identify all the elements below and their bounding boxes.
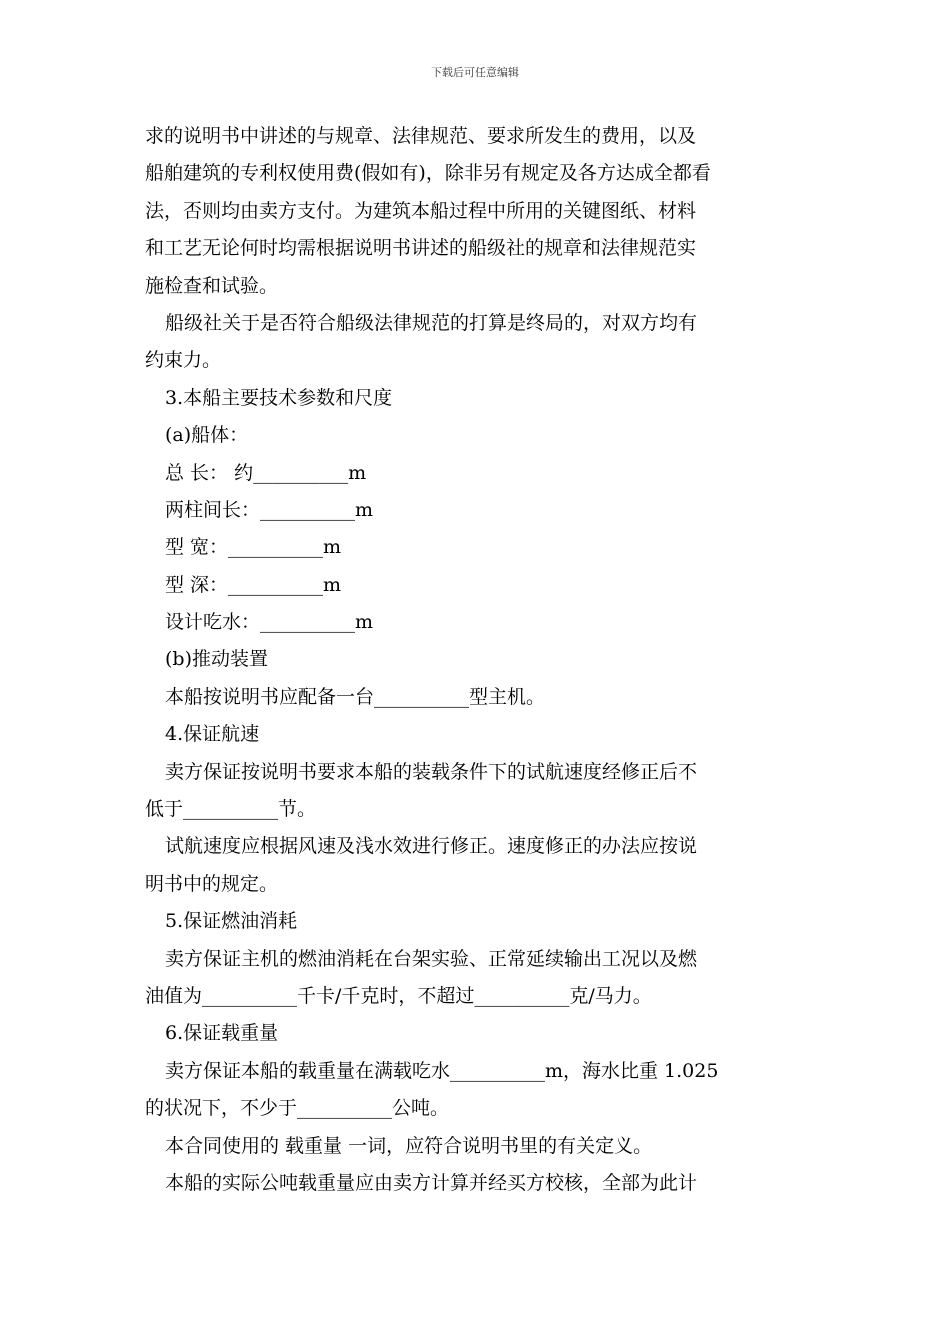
subsection-heading: (a)船体： (165, 424, 249, 447)
document-body (145, 118, 815, 1202)
paragraph-line: 和工艺无论何时均需根据说明书讲述的船级社的规章和法律规范实 (145, 237, 697, 260)
spec-line-overall-length: 总 长： 约__________m (165, 461, 367, 484)
paragraph-line: 明书中的规定。 (145, 872, 279, 895)
paragraph-line: 约束力。 (145, 349, 222, 372)
section-heading: 3.本船主要技术参数和尺度 (165, 386, 393, 409)
paragraph-line: 卖方保证本船的载重量在满载吃水__________m，海水比重 1.025 (165, 1059, 719, 1082)
paragraph-line: 卖方保证按说明书要求本船的装载条件下的试航速度经修正后不 (165, 760, 698, 783)
paragraph-line: 的状况下，不少于__________公吨。 (145, 1097, 450, 1120)
paragraph-line: 低于__________节。 (145, 798, 317, 821)
section-heading: 5.保证燃油消耗 (165, 910, 298, 933)
spec-line-design-draft: 设计吃水：__________m (165, 611, 374, 634)
spec-line-moulded-depth: 型 深：__________m (165, 573, 342, 596)
subsection-heading: (b)推动装置 (165, 648, 268, 671)
paragraph-line: 求的说明书中讲述的与规章、法律规范、要求所发生的费用，以及 (145, 125, 697, 147)
section-heading: 6.保证载重量 (165, 1022, 279, 1045)
spec-line-moulded-breadth: 型 宽：__________m (165, 536, 342, 559)
paragraph-line: 施检查和试验。 (145, 274, 279, 297)
paragraph-line: 试航速度应根据风速及浅水效进行修正。速度修正的办法应按说 (165, 835, 698, 858)
paragraph-line: 本船的实际公吨载重量应由卖方计算并经买方校核，全部为此计 (165, 1171, 698, 1194)
paragraph-line: 油值为__________千卡/千克时，不超过__________克/马力。 (145, 984, 652, 1007)
page-header-note: 下载后可任意编辑 (431, 66, 519, 79)
paragraph-line: 船级社关于是否符合船级法律规范的打算是终局的，对双方均有 (165, 311, 698, 334)
paragraph-line: 船舶建筑的专利权使用费(假如有)，除非另有规定及各方达成全都看 (145, 162, 711, 185)
section-heading: 4.保证航速 (165, 723, 260, 746)
paragraph-line: 本船按说明书应配备一台__________型主机。 (165, 685, 546, 708)
paragraph-line: 法，否则均由卖方支付。为建筑本船过程中所用的关键图纸、材料 (145, 199, 697, 222)
paragraph-line: 本合同使用的 载重量 一词，应符合说明书里的有关定义。 (165, 1134, 653, 1157)
paragraph-line: 卖方保证主机的燃油消耗在台架实验、正常延续输出工况以及燃 (165, 947, 698, 970)
spec-line-length-between-perpendiculars: 两柱间长：__________m (165, 498, 374, 521)
